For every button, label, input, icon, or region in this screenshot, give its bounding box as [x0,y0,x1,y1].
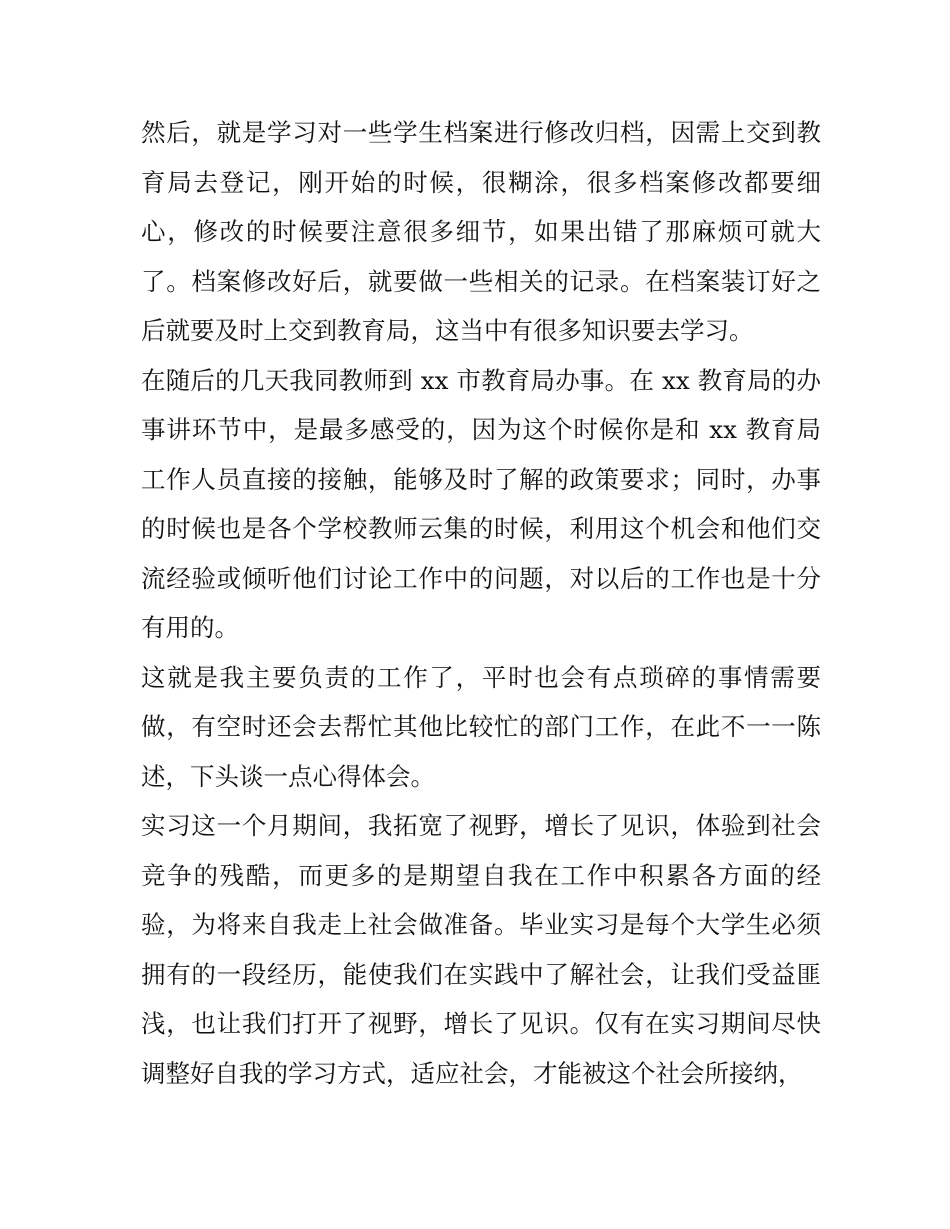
paragraph-education-bureau: 在随后的几天我同教师到 xx 市教育局办事。在 xx 教育局的办事讲环节中，是最多感受的，因为这个时候你是和 xx 教育局工作人员直接的接触，能够及时了解的政策要求；同时，办事的时候也是各个学校教师云集的时候，利用这个机会和他们交流经验或倾听他们讨论工作中的问题，对以后的工作也是十分有用的。 [141,365,821,642]
paragraph-archive-work: 然后，就是学习对一些学生档案进行修改归档，因需上交到教育局去登记，刚开始的时候，很糊涂，很多档案修改都要细心，修改的时候要注意很多细节，如果出错了那麻烦可就大了。档案修改好后，就要做一些相关的记录。在档案装订好之后就要及时上交到教育局，这当中有很多知识要去学习。 [141,118,821,345]
paragraph-main-duties: 这就是我主要负责的工作了，平时也会有点琐碎的事情需要做，有空时还会去帮忙其他比较忙的部门工作，在此不一一陈述，下头谈一点心得体会。 [141,662,821,791]
paragraph-internship-reflection: 实习这一个月期间，我拓宽了视野，增长了见识，体验到社会竞争的残酷，而更多的是期望自我在工作中积累各方面的经验，为将来自我走上社会做准备。毕业实习是每个大学生必须拥有的一段经历，能使我们在实践中了解社会，让我们受益匪浅，也让我们打开了视野，增长了见识。仅有在实习期间尽快调整好自我的学习方式，适应社会，才能被这个社会所接纳， [141,811,821,1088]
document-body [141,108,821,1098]
